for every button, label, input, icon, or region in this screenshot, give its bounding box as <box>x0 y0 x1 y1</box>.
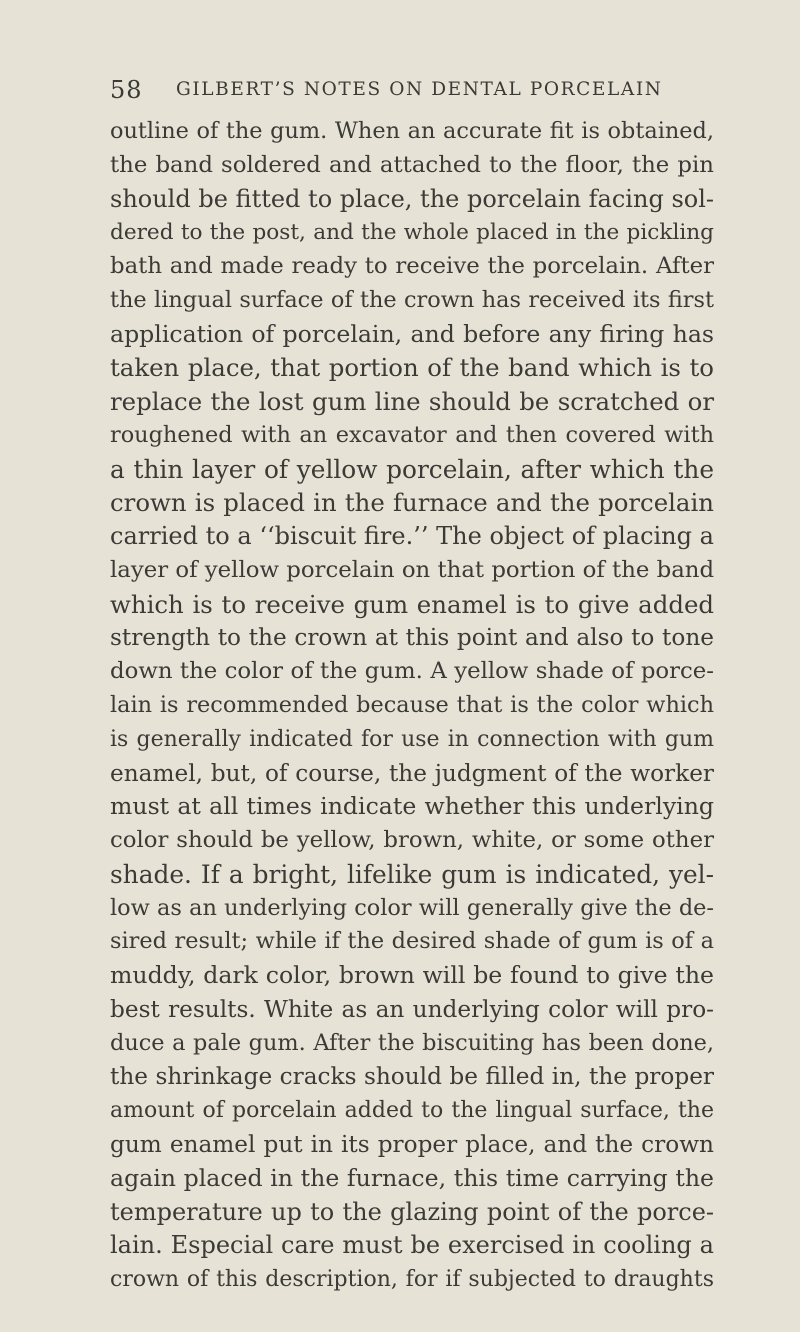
text-line: gum enamel put in its proper place, and the crown <box>110 1130 714 1158</box>
text-line: application of porcelain, and before any firing has <box>110 319 714 348</box>
text-line: down the color of the gum. A yellow shade of porce- <box>110 658 714 685</box>
text-line: amount of porcelain added to the lingual surface, the <box>110 1098 714 1124</box>
body-paragraph <box>110 115 714 1297</box>
text-line: carried to a ‘‘biscuit fire.’’ The object of placing a <box>110 522 714 551</box>
text-line: bath and made ready to receive the porcelain. After <box>110 253 714 280</box>
text-line: must at all times indicate whether this underlying <box>110 792 714 821</box>
text-line: lain is recommended because that is the color which <box>110 692 714 719</box>
text-line: which is to receive gum enamel is to give added <box>110 589 714 619</box>
text-line: the lingual surface of the crown has received its first <box>110 286 714 313</box>
text-line: muddy, dark color, brown will be found to give the <box>110 961 714 990</box>
text-line: crown is placed in the furnace and the porcelain <box>110 488 714 518</box>
page-header <box>110 76 710 108</box>
page-number: 58 <box>110 76 143 104</box>
text-line: layer of yellow porcelain on that portion of the band <box>110 556 715 583</box>
text-line: temperature up to the glazing point of the porce- <box>110 1197 714 1226</box>
text-line: a thin layer of yellow porcelain, after which the <box>110 454 714 484</box>
text-line: is generally indicated for use in connection with gum <box>110 726 714 752</box>
text-line: crown of this description, for if subjected to draughts <box>110 1267 714 1293</box>
text-line: should be fitted to place, the porcelain facing sol- <box>110 184 714 213</box>
text-line: best results. White as an underlying color will pro- <box>110 995 714 1023</box>
text-line: duce a pale gum. After the biscuiting has been done, <box>110 1029 714 1056</box>
text-line: dered to the post, and the whole placed in the pickling <box>110 220 714 246</box>
text-line: lain. Especial care must be exercised in cooling a <box>110 1231 714 1260</box>
text-line: roughened with an excavator and then covered with <box>110 421 714 448</box>
text-line: outline of the gum. When an accurate fit is obtained, <box>110 118 714 144</box>
text-line: sired result; while if the desired shade of gum is of a <box>110 928 714 955</box>
text-line: color should be yellow, brown, white, or some other <box>110 827 714 854</box>
text-line: low as an underlying color will generally give the de- <box>110 894 714 921</box>
text-line: the band soldered and attached to the floor, the pin <box>110 151 714 178</box>
text-line: the shrinkage cracks should be filled in, the proper <box>110 1063 714 1091</box>
text-line: shade. If a bright, lifelike gum is indicated, yel- <box>110 859 714 889</box>
running-head: GILBERT’S NOTES ON DENTAL PORCELAIN <box>176 79 663 100</box>
text-line: taken place, that portion of the band which is to <box>110 353 714 383</box>
text-line: replace the lost gum line should be scratched or <box>110 387 714 417</box>
text-line: again placed in the furnace, this time carrying the <box>110 1163 714 1192</box>
text-line: enamel, but, of course, the judgment of the worker <box>110 759 714 787</box>
text-line: strength to the crown at this point and also to tone <box>110 624 714 652</box>
